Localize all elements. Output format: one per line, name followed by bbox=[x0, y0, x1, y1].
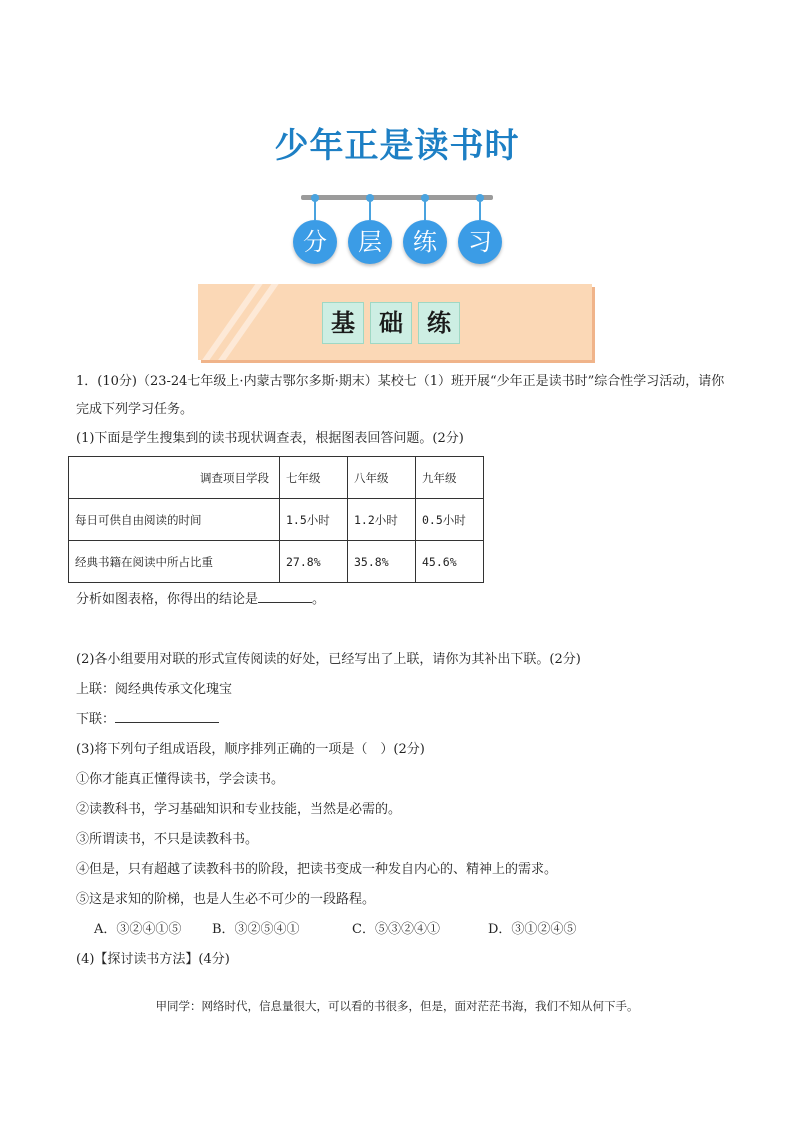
option-b[interactable]: B．③②⑤④① bbox=[212, 922, 300, 937]
banner-char: 础 bbox=[370, 302, 412, 344]
sentence-item: ⑤这是求知的阶梯，也是人生必不可少的一段路程。 bbox=[76, 892, 376, 907]
answer-blank[interactable] bbox=[115, 722, 219, 723]
table-cell: 1.5小时 bbox=[280, 499, 348, 541]
table-row bbox=[69, 541, 484, 583]
part2-lower-line: 下联： bbox=[76, 705, 736, 735]
option-d[interactable]: D．③①②④⑤ bbox=[488, 922, 577, 937]
table-header-cell: 调查项目学段 bbox=[69, 457, 280, 499]
tag-char: 分 bbox=[293, 220, 337, 264]
section-banner bbox=[198, 284, 592, 360]
table-cell: 27.8% bbox=[280, 541, 348, 583]
question-content bbox=[76, 368, 736, 975]
banner-label bbox=[322, 302, 460, 342]
table-header-row bbox=[69, 457, 484, 499]
section-tag bbox=[287, 192, 507, 272]
part2-upper: 上联：阅经典传承文化瑰宝 bbox=[76, 682, 233, 697]
tag-char: 习 bbox=[458, 220, 502, 264]
survey-table bbox=[68, 456, 484, 583]
table-cell: 0.5小时 bbox=[416, 499, 484, 541]
option-list bbox=[76, 915, 736, 945]
part4-dialogue-line: 甲同学：网络时代，信息量很大，可以看的书很多，但是，面对茫茫书海，我们不知从何下手。 bbox=[155, 999, 639, 1013]
banner-char: 练 bbox=[418, 302, 460, 344]
part2-prompt: (2)各小组要用对联的形式宣传阅读的好处，已经写出了上联，请你为其补出下联。(2分) bbox=[76, 652, 581, 667]
table-cell: 35.8% bbox=[348, 541, 416, 583]
tag-char: 练 bbox=[403, 220, 447, 264]
banner-char: 基 bbox=[322, 302, 364, 344]
part4-prompt: (4)【探讨读书方法】(4分) bbox=[76, 952, 230, 967]
sentence-item: ②读教科书，学习基础知识和专业技能，当然是必需的。 bbox=[76, 802, 402, 817]
table-header-cell: 七年级 bbox=[280, 457, 348, 499]
question-intro: 1．(10分)（23-24七年级上·内蒙古鄂尔多斯·期末）某校七（1）班开展“少年正是读书时”综合性学习活动，请你完成下列学习任务。 bbox=[76, 374, 725, 417]
table-cell: 经典书籍在阅读中所占比重 bbox=[69, 541, 280, 583]
sentence-item: ③所谓读书，不只是读教科书。 bbox=[76, 832, 259, 847]
sentence-item: ④但是，只有超越了读教科书的阶段，把读书变成一种发自内心的、精神上的需求。 bbox=[76, 862, 558, 877]
part1-answer-line: 分析如图表格，你得出的结论是 。 bbox=[76, 592, 326, 607]
page-title: 少年正是读书时 bbox=[274, 126, 520, 166]
option-c[interactable]: C．⑤③②④① bbox=[352, 922, 440, 937]
table-row bbox=[69, 499, 484, 541]
table-header-cell: 八年级 bbox=[348, 457, 416, 499]
part1-prompt: (1)下面是学生搜集到的读书现状调查表，根据图表回答问题。(2分) bbox=[76, 431, 464, 446]
answer-blank[interactable] bbox=[258, 602, 312, 603]
table-cell: 每日可供自由阅读的时间 bbox=[69, 499, 280, 541]
table-cell: 1.2小时 bbox=[348, 499, 416, 541]
option-a[interactable]: A．③②④①⑤ bbox=[94, 922, 182, 937]
part3-prompt: (3)将下列句子组成语段，顺序排列正确的一项是（ ）(2分) bbox=[76, 742, 425, 757]
hanger-rod bbox=[301, 195, 493, 200]
table-cell: 45.6% bbox=[416, 541, 484, 583]
tag-char: 层 bbox=[348, 220, 392, 264]
table-header-cell: 九年级 bbox=[416, 457, 484, 499]
sentence-item: ①你才能真正懂得读书，学会读书。 bbox=[76, 772, 285, 787]
